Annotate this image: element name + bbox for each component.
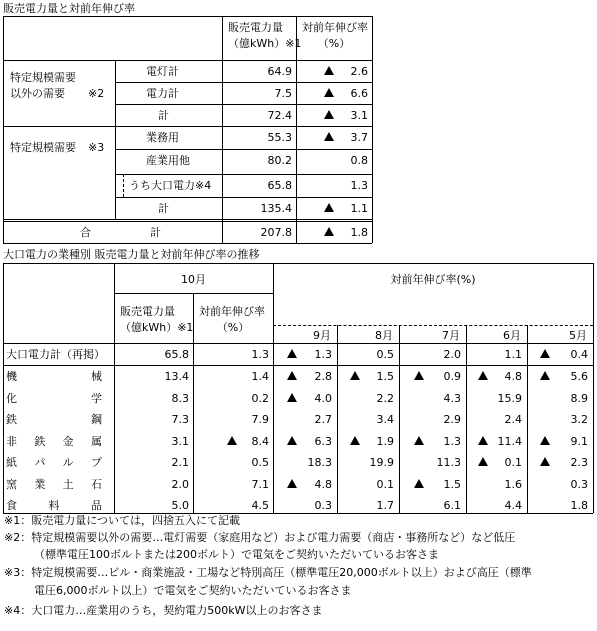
t1-bottom-border xyxy=(3,243,372,244)
t2-month-label: 9月 xyxy=(313,329,331,342)
t2-rule xyxy=(3,365,593,366)
t2-row-value: 7.9 xyxy=(251,413,269,426)
t1-rule xyxy=(115,149,372,150)
t2-row-value: 2.7 xyxy=(314,413,332,426)
t2-row-value: 7.1 xyxy=(251,478,269,491)
t2-row-value: 0.5 xyxy=(376,348,394,361)
t2-row-sales: 13.4 xyxy=(164,370,189,383)
char: 械 xyxy=(91,370,102,383)
t1-col-divider xyxy=(296,16,297,243)
t2-row-value: 0.4 xyxy=(570,348,588,361)
t1-row-label: 電力計 xyxy=(146,87,179,100)
t2-rate-header: 対前年伸び率(%) xyxy=(390,273,476,286)
t2-row-value: 0.1 xyxy=(504,456,522,469)
t1-row-label: うち大口電力※4 xyxy=(129,179,212,192)
t1-row-rate: 3.7 xyxy=(350,131,368,144)
char: 鋼 xyxy=(91,413,102,426)
t2-negative-triangle-icon xyxy=(414,371,424,382)
char: 鉄 xyxy=(34,435,46,448)
footnote: 電圧6,000ボルト以上）で電気をご契約いただいているお客さま xyxy=(34,584,352,597)
footnote: （標準電圧100ボルトまたは200ボルト）で電気をご契約いただいているお客さま xyxy=(34,548,439,561)
t1-negative-triangle-icon xyxy=(324,66,334,77)
t2-row-value: 4.4 xyxy=(504,499,522,512)
t2-negative-triangle-icon xyxy=(350,436,360,447)
t2-row-label xyxy=(6,393,102,404)
t2-row-value: 1.7 xyxy=(376,499,394,512)
t1-total-negative-triangle-icon xyxy=(324,227,334,238)
t1-rule xyxy=(115,174,372,175)
t1-row-sales: 7.5 xyxy=(274,87,292,100)
t2-row-sales: 3.1 xyxy=(171,435,189,448)
t2-row-value: 2.4 xyxy=(504,413,522,426)
t2-row-value: 6.1 xyxy=(443,499,461,512)
t2-col-divider xyxy=(114,263,115,513)
t1-rule xyxy=(115,104,372,105)
t1-row-sales: 55.3 xyxy=(267,131,292,144)
t2-month-header: 10月 xyxy=(181,273,206,286)
t1-col-divider xyxy=(115,60,116,219)
t1-row-label: 業務用 xyxy=(146,131,179,144)
char: 土 xyxy=(62,478,74,491)
t2-row-value: 1.8 xyxy=(570,499,588,512)
t1-row-rate: 3.1 xyxy=(350,109,368,122)
t2-row-value: 1.4 xyxy=(251,370,269,383)
t1-col-sales-head: 販売電力量 xyxy=(228,21,283,34)
t2-negative-triangle-icon xyxy=(414,479,424,490)
t2-month-divider xyxy=(527,325,528,513)
t2-row-sales: 7.3 xyxy=(171,413,189,426)
t2-month-rule xyxy=(273,325,593,326)
t1-col-rate-unit: （%） xyxy=(317,37,351,50)
char: 品 xyxy=(91,499,102,512)
char: 食 xyxy=(6,499,17,512)
t2-row-value: 1.3 xyxy=(251,348,269,361)
char: 業 xyxy=(34,478,46,491)
t2-negative-triangle-icon xyxy=(478,371,488,382)
t2-row-value: 2.0 xyxy=(443,348,461,361)
t2-left-border xyxy=(3,263,4,513)
t1-col-rate-head: 対前年伸び率 xyxy=(302,21,368,34)
t1-row-rate: 1.3 xyxy=(350,179,368,192)
t2-month-label: 8月 xyxy=(375,329,393,342)
t2-col-rate-unit: （%） xyxy=(216,321,250,334)
t2-negative-triangle-icon xyxy=(287,479,297,490)
t1-top-border xyxy=(3,16,372,17)
t2-row-sales: 5.0 xyxy=(171,499,189,512)
t2-row-value: 11.4 xyxy=(497,435,522,448)
t2-row-value: 0.9 xyxy=(443,370,461,383)
t1-group-specified-label: 特定規模需要 xyxy=(10,141,76,154)
t2-row-value: 4.0 xyxy=(314,392,332,405)
t1-rule xyxy=(3,219,372,220)
t1-row-rate: 1.1 xyxy=(350,202,368,215)
t2-row-value: 4.3 xyxy=(443,392,461,405)
t2-row-label xyxy=(6,414,102,425)
t2-negative-triangle-icon xyxy=(287,436,297,447)
t2-month-divider xyxy=(337,325,338,513)
t1-row-label: 計 xyxy=(158,109,169,122)
char: プ xyxy=(90,456,102,469)
t2-row-value: 8.9 xyxy=(570,392,588,405)
t1-total-label-2: 計 xyxy=(150,226,161,239)
char: 紙 xyxy=(6,456,17,469)
footnote: ※3：特定規模需要…ビル・商業施設・工場など特別高圧（標準電圧20,000ボルト以上）および高圧（標準 xyxy=(4,566,532,579)
t2-row-value: 2.8 xyxy=(314,370,332,383)
t1-right-border xyxy=(372,16,373,243)
t2-row-sales: 65.8 xyxy=(164,348,189,361)
t1-row-rate: 2.6 xyxy=(350,65,368,78)
t1-row-sales: 65.8 xyxy=(267,179,292,192)
t2-row-value: 8.4 xyxy=(251,435,269,448)
t2-negative-triangle-icon xyxy=(227,436,237,447)
t2-row-value: 2.3 xyxy=(570,456,588,469)
t2-row-value: 11.3 xyxy=(436,456,461,469)
t1-total-sales: 207.8 xyxy=(260,226,292,239)
t2-row-value: 5.6 xyxy=(570,370,588,383)
t2-month-divider xyxy=(466,325,467,513)
footnote: ※2：特定規模需要以外の需要…電灯需要（家庭用など）および電力需要（商店・事務所など）など低圧 xyxy=(4,531,516,544)
t2-month-label: 7月 xyxy=(442,329,460,342)
t2-row-value: 4.8 xyxy=(504,370,522,383)
t1-group-other-label: 特定規模需要 xyxy=(10,71,76,84)
t1-negative-triangle-icon xyxy=(324,110,334,121)
t2-row-value: 2.9 xyxy=(443,413,461,426)
t2-row-sales: 2.0 xyxy=(171,478,189,491)
t2-row-label: 大口電力計（再掲） xyxy=(6,348,105,361)
t2-row-value: 3.2 xyxy=(570,413,588,426)
char: 料 xyxy=(48,499,60,512)
char: 石 xyxy=(90,478,102,491)
t2-row-label xyxy=(6,500,102,511)
t2-row-value: 9.1 xyxy=(570,435,588,448)
t2-row-value: 1.6 xyxy=(504,478,522,491)
t2-top-border xyxy=(3,263,593,264)
t2-col-rate-head: 対前年伸び率 xyxy=(199,305,265,318)
t2-row-value: 4.8 xyxy=(314,478,332,491)
t2-row-value: 1.3 xyxy=(314,348,332,361)
t1-negative-triangle-icon xyxy=(324,132,334,143)
t2-negative-triangle-icon xyxy=(540,436,550,447)
t2-row-value: 4.5 xyxy=(251,499,269,512)
t1-header-bottom xyxy=(3,60,372,61)
t1-row-sales: 80.2 xyxy=(267,154,292,167)
t2-row-value: 18.3 xyxy=(307,456,332,469)
t1-rule xyxy=(115,82,372,83)
footnote: ※1：販売電力量については，四捨五入にて記載 xyxy=(4,514,240,527)
t2-row-value: 1.1 xyxy=(504,348,522,361)
t2-row-label xyxy=(6,457,102,468)
t2-header-bottom xyxy=(3,343,593,344)
t2-row-label xyxy=(6,371,102,382)
t2-row-value: 2.2 xyxy=(376,392,394,405)
t2-col-sales-unit: （億kWh）※1 xyxy=(120,321,194,334)
t2-negative-triangle-icon xyxy=(287,371,297,382)
char: ル xyxy=(62,456,74,469)
t2-row-value: 0.3 xyxy=(570,478,588,491)
t1-group-other-label-2: 以外の需要 xyxy=(10,87,65,100)
t2-month-label: 5月 xyxy=(569,329,587,342)
t2-col-divider xyxy=(273,263,274,513)
t2-row-value: 1.9 xyxy=(376,435,394,448)
t2-month-label: 6月 xyxy=(503,329,521,342)
char: 窯 xyxy=(6,478,17,491)
t2-row-sales: 2.1 xyxy=(171,456,189,469)
char: 機 xyxy=(6,370,17,383)
t2-col-sales-head: 販売電力量 xyxy=(120,305,175,318)
t1-rule-double xyxy=(3,221,372,222)
t1-row-label: 産業用他 xyxy=(146,154,190,167)
t2-row-value: 0.2 xyxy=(251,392,269,405)
t1-row-rate: 0.8 xyxy=(350,154,368,167)
t2-row-value: 0.3 xyxy=(314,499,332,512)
t1-title: 販売電力量と対前年伸び率 xyxy=(3,2,135,15)
char: パ xyxy=(34,456,46,469)
t2-row-value: 0.5 xyxy=(251,456,269,469)
t1-negative-triangle-icon xyxy=(324,88,334,99)
t1-rule xyxy=(115,197,372,198)
t2-row-value: 15.9 xyxy=(497,392,522,405)
t2-negative-triangle-icon xyxy=(350,371,360,382)
t2-row-label xyxy=(6,436,102,447)
t1-group-specified-note: ※3 xyxy=(88,141,105,154)
t2-negative-triangle-icon xyxy=(287,393,297,404)
t2-negative-triangle-icon xyxy=(287,349,297,360)
t1-col-sales-unit: （億kWh）※1 xyxy=(228,37,302,50)
t2-row-sales: 8.3 xyxy=(171,392,189,405)
t2-negative-triangle-icon xyxy=(540,371,550,382)
t2-negative-triangle-icon xyxy=(478,436,488,447)
t1-rule xyxy=(3,126,372,127)
t2-negative-triangle-icon xyxy=(478,457,488,468)
t1-col-divider xyxy=(222,16,223,243)
t1-sub-divider xyxy=(123,174,124,197)
char: 学 xyxy=(91,392,102,405)
t2-row-value: 0.1 xyxy=(376,478,394,491)
t2-negative-triangle-icon xyxy=(540,457,550,468)
t1-total-label: 合 xyxy=(80,226,91,239)
t2-negative-triangle-icon xyxy=(414,436,424,447)
char: 属 xyxy=(90,435,102,448)
t1-negative-triangle-icon xyxy=(324,203,334,214)
t2-month-divider xyxy=(399,325,400,513)
t2-negative-triangle-icon xyxy=(540,349,550,360)
t2-row-value: 3.4 xyxy=(376,413,394,426)
footnote: ※4：大口電力…産業用のうち，契約電力500kW以上のお客さま xyxy=(4,604,323,617)
t1-row-sales: 135.4 xyxy=(260,202,292,215)
char: 金 xyxy=(62,435,74,448)
char: 鉄 xyxy=(6,413,17,426)
char: 化 xyxy=(6,392,17,405)
t2-row-label xyxy=(6,479,102,490)
t2-row-value: 1.5 xyxy=(443,478,461,491)
char: 非 xyxy=(6,435,17,448)
t1-row-label: 電灯計 xyxy=(146,65,179,78)
t1-row-rate: 6.6 xyxy=(350,87,368,100)
t1-total-rate: 1.8 xyxy=(350,226,368,239)
t2-right-border xyxy=(593,263,594,513)
t2-row-value: 1.5 xyxy=(376,370,394,383)
t1-row-sales: 64.9 xyxy=(267,65,292,78)
t1-row-label: 計 xyxy=(158,202,169,215)
t2-row-value: 19.9 xyxy=(369,456,394,469)
t2-row-value: 6.3 xyxy=(314,435,332,448)
t1-group-other-note: ※2 xyxy=(88,87,105,100)
t2-row-value: 1.3 xyxy=(443,435,461,448)
t2-title: 大口電力の業種別 販売電力量と対前年伸び率の推移 xyxy=(3,248,260,261)
t1-left-border xyxy=(3,16,4,243)
t1-row-sales: 72.4 xyxy=(267,109,292,122)
